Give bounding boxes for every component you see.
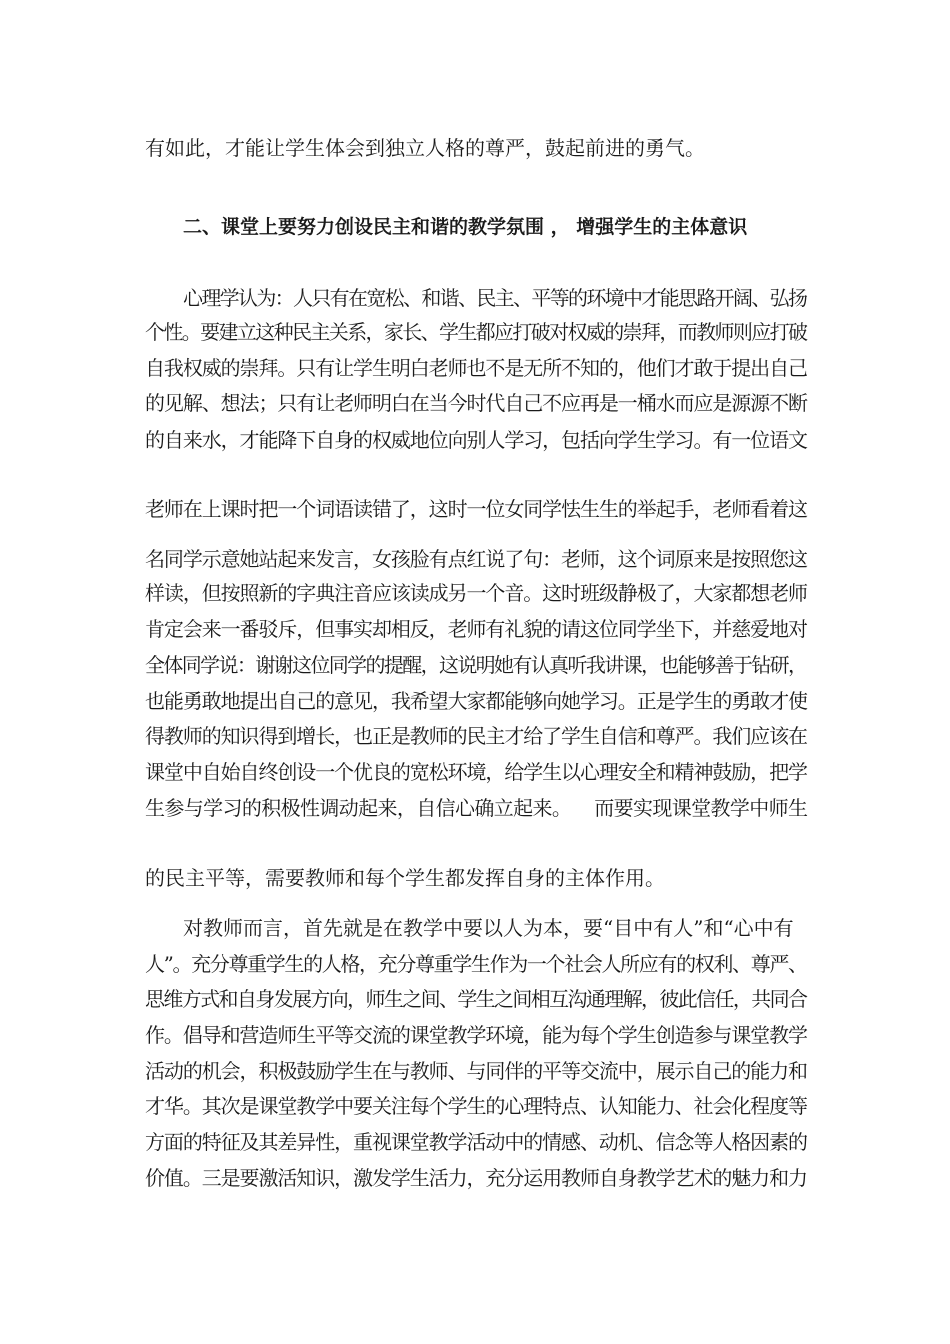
- paragraph-1-line: 的见解、想法；只有让老师明白在当今时代自己不应再是一桶水而应是源源不断: [145, 391, 807, 415]
- paragraph-1-line: 也能勇敢地提出自己的意见，我希望大家都能够向她学习。正是学生的勇敢才使: [145, 689, 807, 713]
- paragraph-1-line: 得教师的知识得到增长，也正是教师的民主才给了学生自信和尊严。我们应该在: [145, 724, 807, 748]
- paragraph-1-line: 的民主平等，需要教师和每个学生都发挥自身的主体作用。: [145, 866, 665, 890]
- paragraph-1-line: 全体同学说：谢谢这位同学的提醒，这说明她有认真听我讲课，也能够善于钻研，: [145, 653, 807, 677]
- paragraph-2-line: 价值。三是要激活知识，激发学生活力，充分运用教师自身教学艺术的魅力和力: [145, 1166, 807, 1190]
- section-heading: 二、课堂上要努力创设民主和谐的教学氛围 ， 增强学生的主体意识: [183, 216, 748, 238]
- paragraph-2-line: 方面的特征及其差异性，重视课堂教学活动中的情感、动机、信念等人格因素的: [145, 1130, 807, 1154]
- paragraph-1-line: 样读，但按照新的字典注音应该读成另一个音。这时班级静极了，大家都想老师: [145, 581, 807, 605]
- paragraph-1-line: 老师在上课时把一个词语读错了，这时一位女同学怯生生的举起手，老师看着这: [145, 497, 807, 521]
- paragraph-1-line: 名同学示意她站起来发言，女孩脸有点红说了句：老师，这个词原来是按照您这: [145, 547, 807, 571]
- paragraph-2-line: 作。倡导和营造师生平等交流的课堂教学环境，能为每个学生创造参与课堂教学: [145, 1023, 807, 1047]
- paragraph-1-line: 肯定会来一番驳斥，但事实却相反，老师有礼貌的请这位同学坐下，并慈爱地对: [145, 617, 807, 641]
- opening-line: 有如此，才能让学生体会到独立人格的尊严，鼓起前进的勇气。: [145, 136, 705, 160]
- paragraph-2-line: 活动的机会，积极鼓励学生在与教师、与同伴的平等交流中，展示自己的能力和: [145, 1059, 807, 1083]
- paragraph-1-line: 自我权威的崇拜。只有让学生明白老师也不是无所不知的，他们才敢于提出自己: [145, 356, 807, 380]
- paragraph-1-line: 心理学认为：人只有在宽松、和谐、民主、平等的环境中才能思路开阔、弘扬: [183, 286, 807, 310]
- paragraph-2-line: 对教师而言，首先就是在教学中要以人为本，要“目中有人”和“心中有: [183, 916, 794, 940]
- paragraph-1-line: 生参与学习的积极性调动起来，自信心确立起来。 而要实现课堂教学中师生: [145, 796, 808, 820]
- paragraph-2-line: 思维方式和自身发展方向，师生之间、学生之间相互沟通理解，彼此信任，共同合: [145, 987, 807, 1011]
- paragraph-2-line: 才华。其次是课堂教学中要关注每个学生的心理特点、认知能力、社会化程度等: [145, 1094, 807, 1118]
- paragraph-1-line: 个性。要建立这种民主关系，家长、学生都应打破对权威的崇拜，而教师则应打破: [145, 320, 807, 344]
- paragraph-2-line: 人”。充分尊重学生的人格，充分尊重学生作为一个社会人所应有的权利、尊严、: [145, 952, 807, 976]
- paragraph-1-line: 的自来水，才能降下自身的权威地位向别人学习，包括向学生学习。有一位语文: [145, 428, 807, 452]
- paragraph-1-line: 课堂中自始自终创设一个优良的宽松环境，给学生以心理安全和精神鼓励，把学: [145, 760, 807, 784]
